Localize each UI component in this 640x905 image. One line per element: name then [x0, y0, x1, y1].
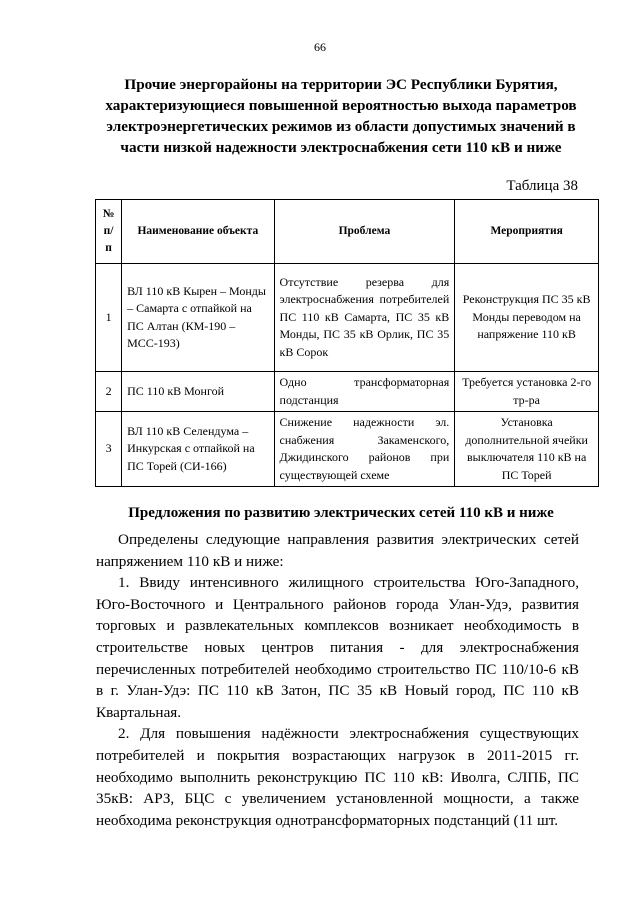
row-num: 2 — [96, 372, 122, 412]
paragraph: Определены следующие направления развития электрических сетей напряжением 110 кВ и ниже: — [96, 531, 579, 570]
row-num: 3 — [96, 412, 122, 487]
row-measures: Установка дополнительной ячейки выключателя 110 кВ на ПС Торей — [455, 412, 599, 487]
row-num: 1 — [96, 264, 122, 372]
table-row — [96, 264, 599, 372]
row-problem: Отсутствие резерва для электроснабжения потребителей ПС 110 кВ Самарта, ПС 35 кВ Монды, ПС 35 кВ Орлик, ПС 35 кВ Сорок — [274, 264, 455, 372]
table-caption: Таблица 38 — [506, 178, 578, 194]
row-problem: Одно трансформаторная подстанция — [274, 372, 455, 412]
paragraph: 1. Ввиду интенсивного жилищного строительства Юго-Западного, Юго-Восточного и Центрального районов города Улан-Удэ, развития торговых и развлекательных комплексов возникает необходимость в строительстве новых центров питания - для электроснабжения перечисленных потребителей необходимо строительство ПС 110/10-6 кВ в г. Улан-Удэ: ПС 110 кВ Затон, ПС 35 кВ Новый город, ПС 110 кВ Квартальная. — [96, 574, 579, 721]
header-object: Наименование объекта — [122, 200, 274, 264]
problems-table — [95, 199, 599, 487]
header-measures: Мероприятия — [455, 200, 599, 264]
row-object: ПС 110 кВ Монгой — [122, 372, 274, 412]
row-object: ВЛ 110 кВ Кырен – Монды – Самарта с отпайкой на ПС Алтан (КМ-190 – МСС-193) — [122, 264, 274, 372]
paragraph: 2. Для повышения надёжности электроснабжения существующих потребителей и покрытия возрастающих нагрузок в 2011-2015 гг. необходимо выполнить реконструкцию ПС 110 кВ: Иволга, СЛПБ, ПС 35кВ: АРЗ, БЦС с увеличением установленной мощности, а также необходима реконструкция однотрансформаторных подстанций (11 шт. — [96, 725, 579, 829]
row-measures: Требуется установка 2-го тр-ра — [455, 372, 599, 412]
row-problem: Снижение надежности эл. снабжения Закаменского, Джидинского районов при существующей схеме — [274, 412, 455, 487]
header-num: № п/п — [96, 200, 122, 264]
row-measures: Реконструкция ПС 35 кВ Монды переводом на напряжение 110 кВ — [455, 264, 599, 372]
header-problem: Проблема — [274, 200, 455, 264]
section-title: Предложения по развитию электрических сетей 110 кВ и ниже — [128, 505, 554, 521]
body-text — [96, 529, 579, 831]
row-object: ВЛ 110 кВ Селендума – Инкурская с отпайкой на ПС Торей (СИ-166) — [122, 412, 274, 487]
table-row — [96, 412, 599, 487]
table-header-row — [96, 200, 599, 264]
page-heading: Прочие энергорайоны на территории ЭС Республики Бурятия, характеризующиеся повышенной вероятностью выхода параметров электроэнергетических режимов из области допустимых значений в части низкой надежности электроснабжения сети 110 кВ и ниже — [105, 76, 577, 156]
page-number: 66 — [314, 40, 326, 54]
table-row — [96, 372, 599, 412]
